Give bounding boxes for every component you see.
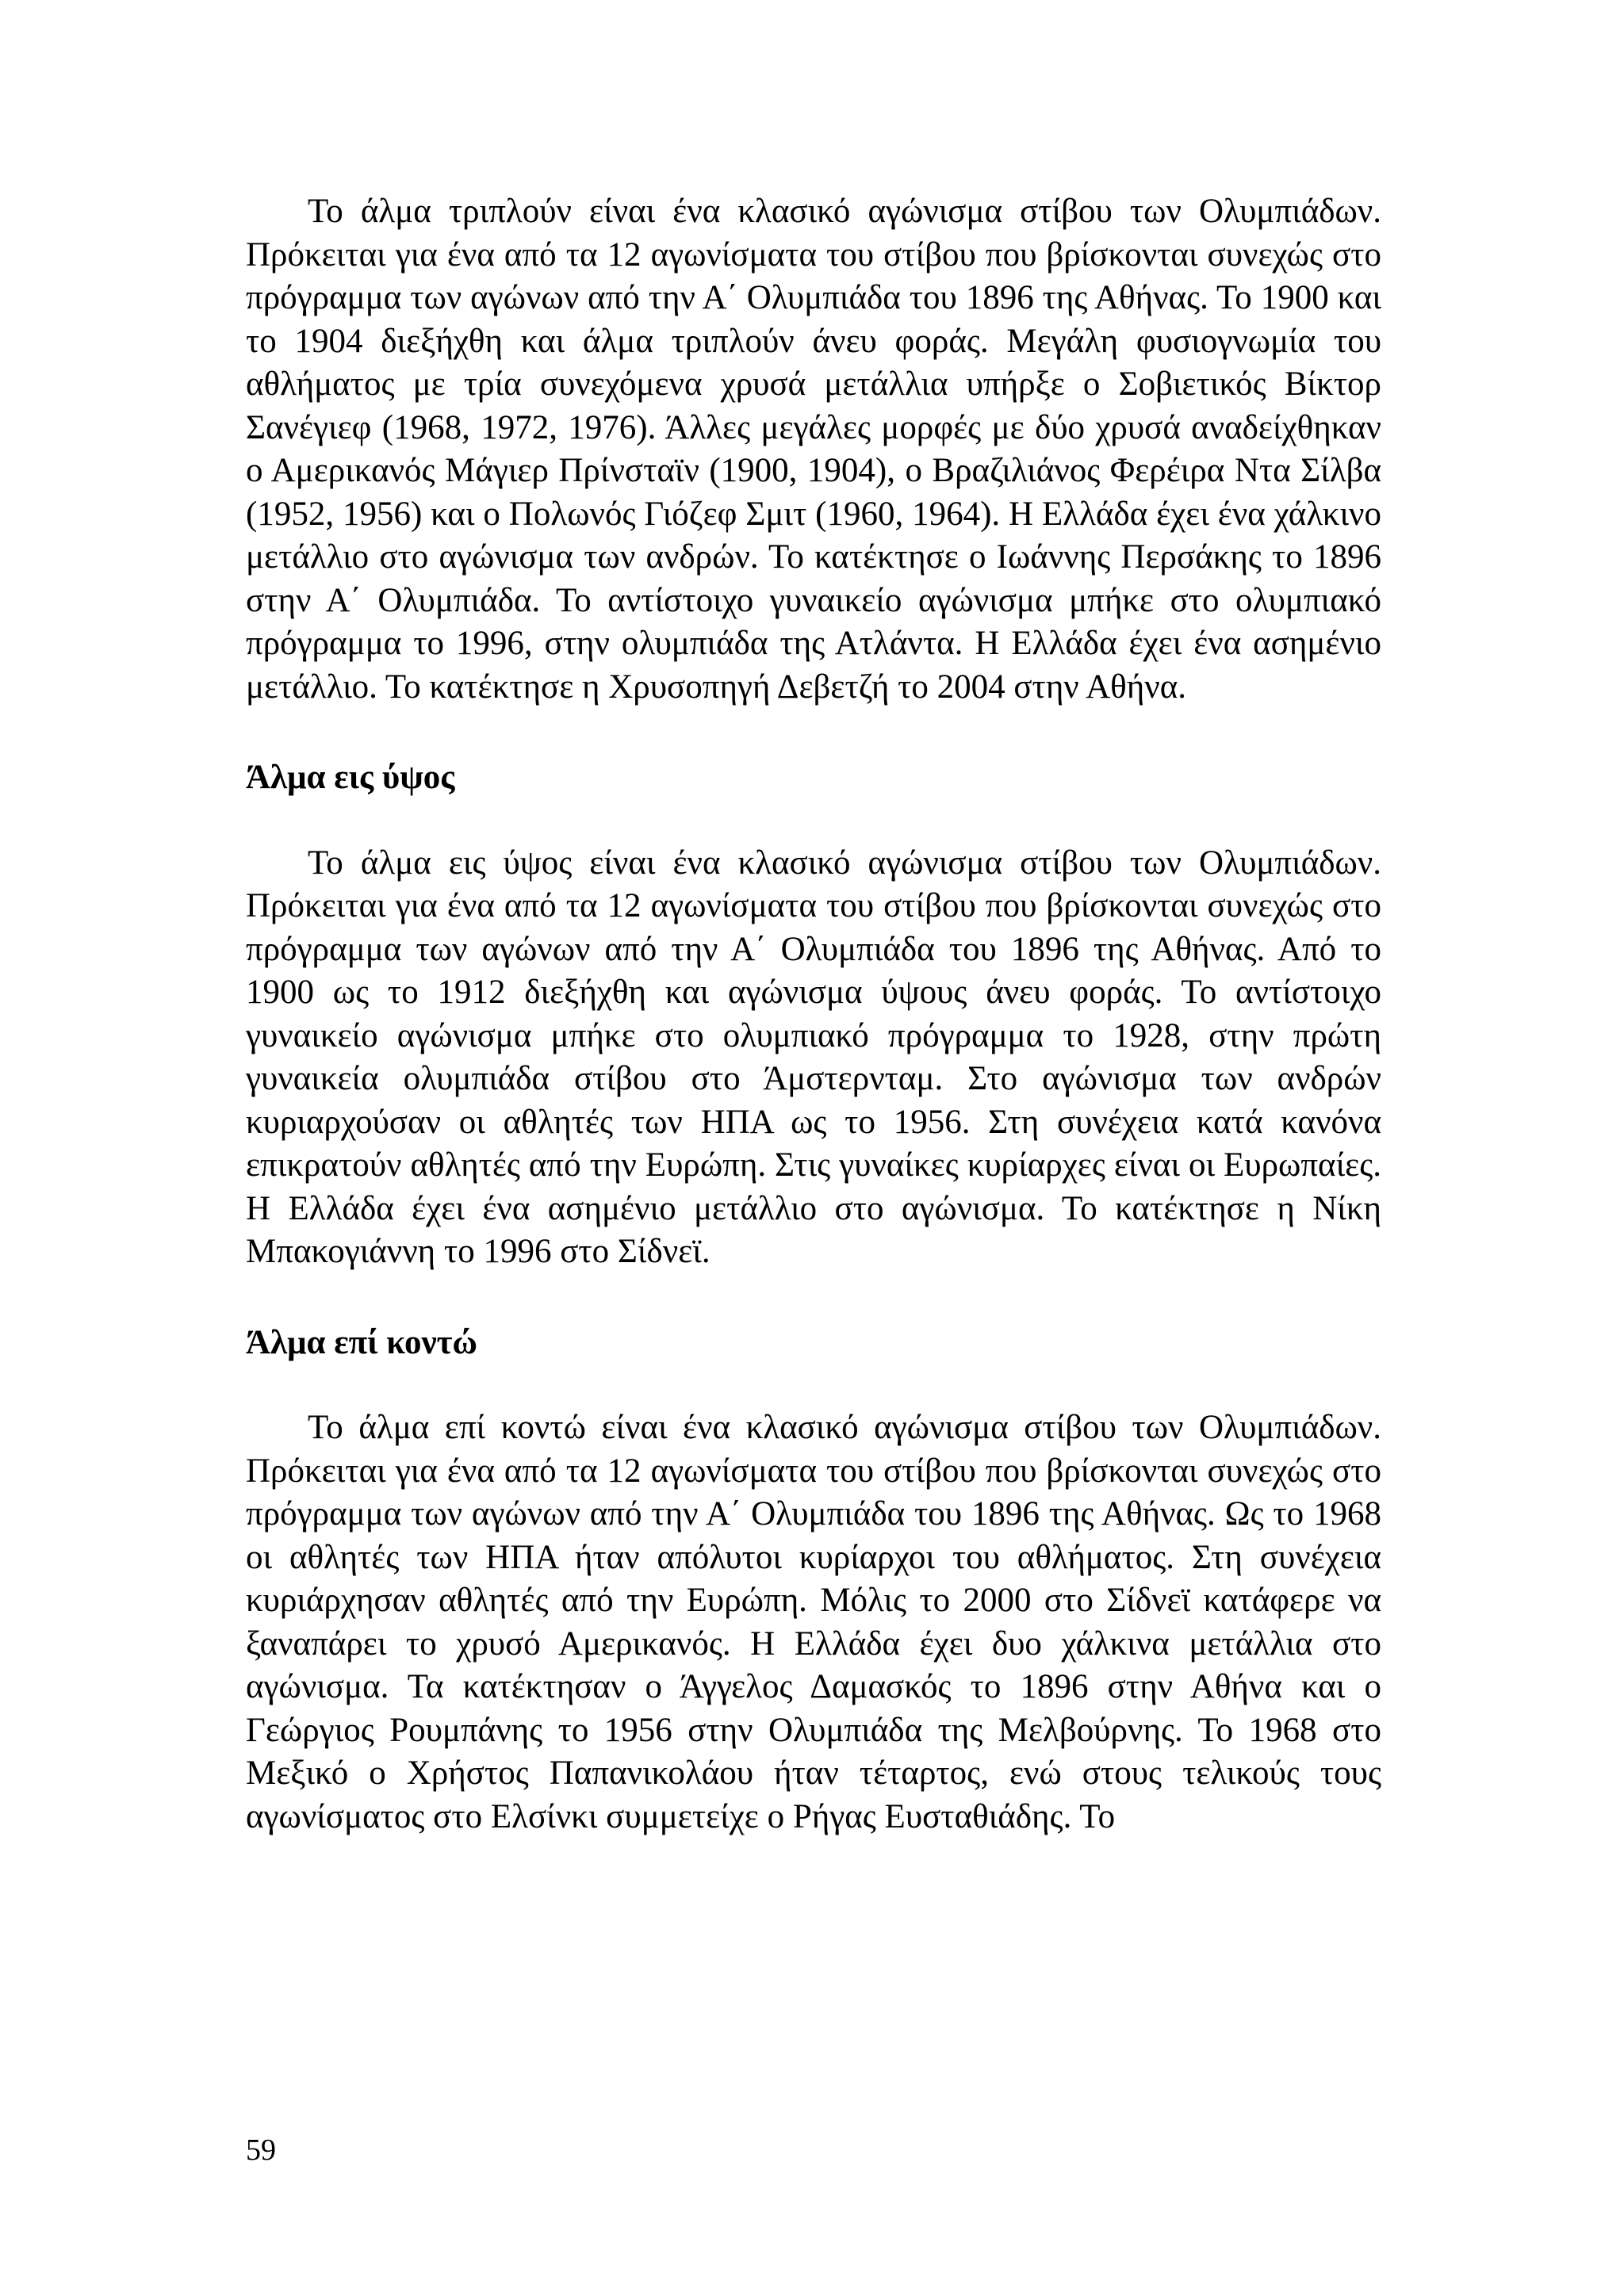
page-number: 59 <box>246 2133 276 2167</box>
triple-jump-paragraph: Το άλμα τριπλούν είναι ένα κλασικό αγώνισμα στίβου των Ολυμπιάδων. Πρόκειται για ένα από τα 12 αγωνίσματα του στίβου που βρίσκονται συνεχώς στο πρόγραμμα των αγώνων από την Α΄ Ολυμπιάδα του 1896 της Αθήνας. Το 1900 και το 1904 διεξήχθη και άλμα τριπλούν άνευ φοράς. Μεγάλη φυσιογνωμία του αθλήματος με τρία συνεχόμενα χρυσά μετάλλια υπήρξε ο Σοβιετικός Βίκτορ Σανέγιεφ (1968, 1972, 1976). Άλλες μεγάλες μορφές με δύο χρυσά αναδείχθηκαν ο Αμερικανός Μάγιερ Πρίνσταϊν (1900, 1904), ο Βραζιλιάνος Φερέιρα Ντα Σίλβα (1952, 1956) και ο Πολωνός Γιόζεφ Σμιτ (1960, 1964). Η Ελλάδα έχει ένα χάλκινο μετάλλιο στο αγώνισμα των ανδρών. Το κατέκτησε ο Ιωάννης Περσάκης το 1896 στην Α΄ Ολυμπιάδα. Το αντίστοιχο γυναικείο αγώνισμα μπήκε στο ολυμπιακό πρόγραμμα το 1996, στην ολυμπιάδα της Ατλάντα. Η Ελλάδα έχει ένα ασημένιο μετάλλιο. Το κατέκτησε η Χρυσοπηγή Δεβετζή το 2004 στην Αθήνα. <box>246 193 1381 706</box>
pole-vault-heading: Άλμα επί κοντώ <box>246 1323 477 1361</box>
high-jump-heading: Άλμα εις ύψος <box>246 759 455 796</box>
pole-vault-paragraph: Το άλμα επί κοντώ είναι ένα κλασικό αγώνισμα στίβου των Ολυμπιάδων. Πρόκειται για ένα από τα 12 αγωνίσματα του στίβου που βρίσκονται συνεχώς στο πρόγραμμα των αγώνων από την Α΄ Ολυμπιάδα του 1896 της Αθήνας. Ως το 1968 οι αθλητές των ΗΠΑ ήταν απόλυτοι κυρίαρχοι του αθλήματος. Στη συνέχεια κυριάρχησαν αθλητές από την Ευρώπη. Μόλις το 2000 στο Σίδνεϊ κατάφερε να ξαναπάρει το χρυσό Αμερικανός. Η Ελλάδα έχει δυο χάλκινα μετάλλια στο αγώνισμα. Τα κατέκτησαν ο Άγγελος Δαμασκός το 1896 στην Αθήνα και ο Γεώργιος Ρουμπάνης το 1956 στην Ολυμπιάδα της Μελβούρνης. Το 1968 στο Μεξικό ο Χρήστος Παπανικολάου ήταν τέταρτος, ενώ στους τελικούς τους αγωνίσματος στο Ελσίνκι συμμετείχε ο Ρήγας Ευσταθιάδης. Το <box>246 1409 1381 1835</box>
text-column <box>246 190 1381 1839</box>
high-jump-paragraph: Το άλμα εις ύψος είναι ένα κλασικό αγώνισμα στίβου των Ολυμπιάδων. Πρόκειται για ένα από τα 12 αγωνίσματα του στίβου που βρίσκονται συνεχώς στο πρόγραμμα των αγώνων από την Α΄ Ολυμπιάδα του 1896 της Αθήνας. Από το 1900 ως το 1912 διεξήχθη και αγώνισμα ύψους άνευ φοράς. Το αντίστοιχο γυναικείο αγώνισμα μπήκε στο ολυμπιακό πρόγραμμα το 1928, στην πρώτη γυναικεία ολυμπιάδα στίβου στο Άμστερνταμ. Στο αγώνισμα των ανδρών κυριαρχούσαν οι αθλητές των ΗΠΑ ως το 1956. Στη συνέχεια κατά κανόνα επικρατούν αθλητές από την Ευρώπη. Στις γυναίκες κυρίαρχες είναι οι Ευρωπαίες. Η Ελλάδα έχει ένα ασημένιο μετάλλιο στο αγώνισμα. Το κατέκτησε η Νίκη Μπακογιάννη το 1996 στο Σίδνεϊ. <box>246 844 1381 1270</box>
